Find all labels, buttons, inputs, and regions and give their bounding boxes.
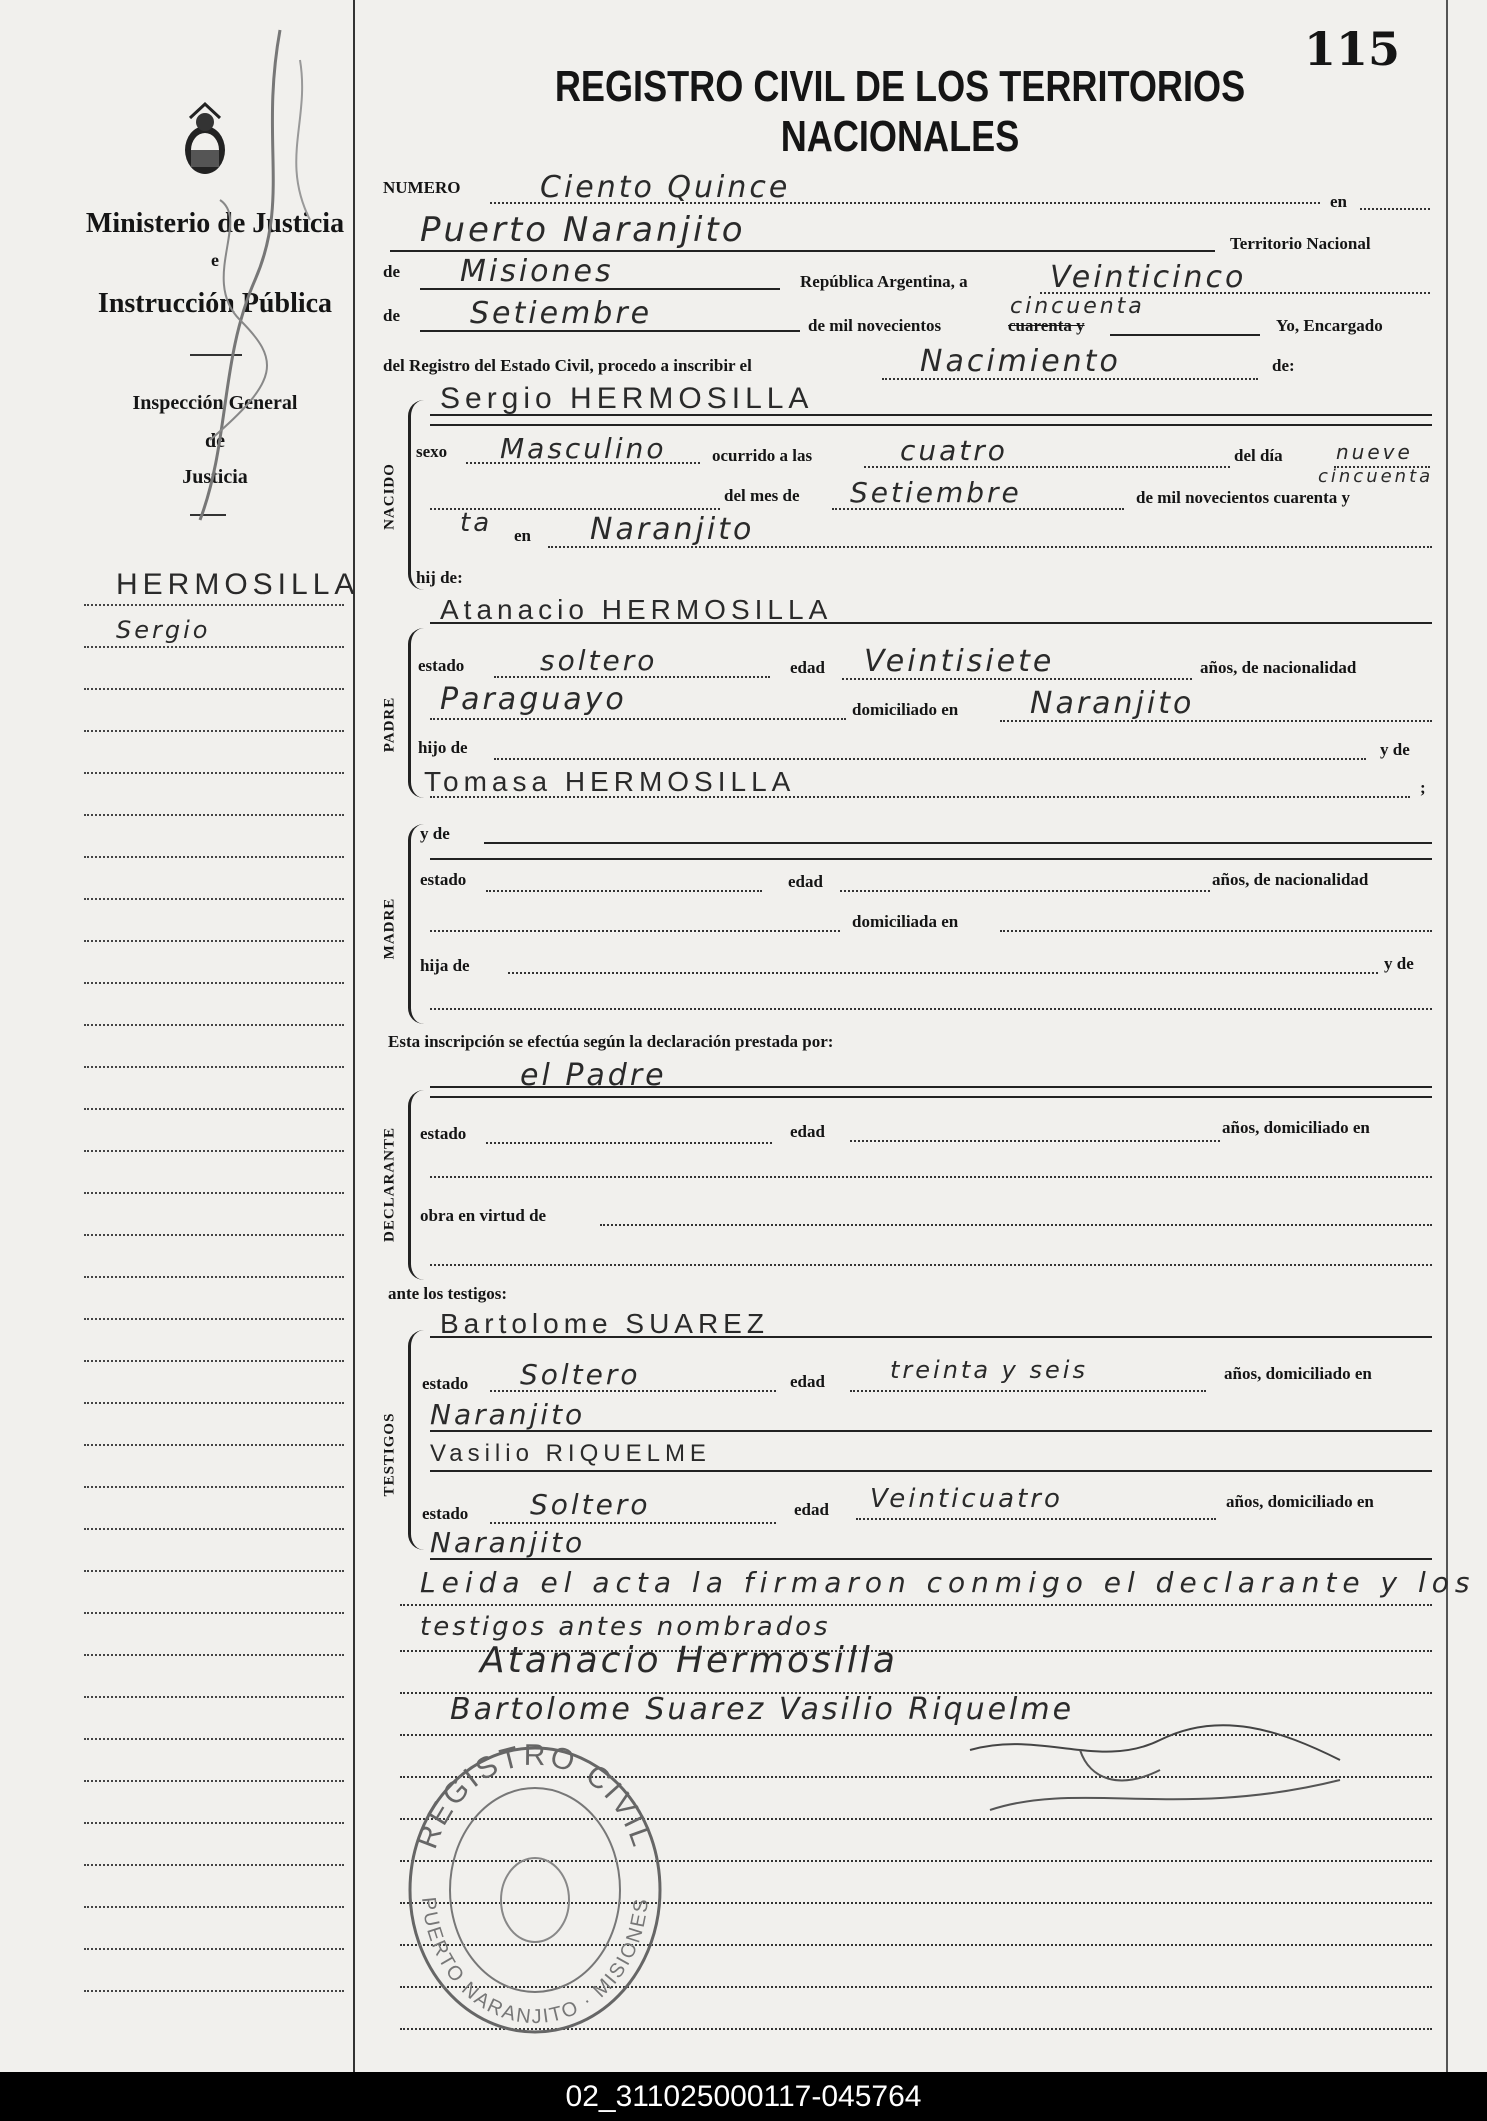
hw-anio: cincuenta [1010,294,1145,319]
official-signature [960,1720,1360,1830]
hw-t2-dom: Naranjito [430,1526,586,1559]
label-de-2: de [383,306,400,325]
hw-t2-edad: Veinticuatro [870,1484,1063,1514]
declarante-brace [408,1090,425,1280]
left-given-name: Sergio [116,616,211,644]
label-ante-testigos: ante los testigos: [388,1284,507,1303]
hw-anio-nac: cincuenta [1318,466,1434,487]
hw-nombre: Sergio HERMOSILLA [440,382,814,415]
label-de-mil-cuarenta: de mil novecientos cuarenta y [1136,488,1351,507]
label-anos-dom-t1: años, domiciliado en [1224,1364,1372,1383]
hw-padre-madre: Tomasa HERMOSILLA [424,766,796,797]
page-title: REGISTRO CIVIL DE LOS TERRITORIOS NACIONALES [554,62,1246,161]
label-semicolon: ; [1420,778,1426,797]
label-del-registro: del Registro del Estado Civil, procedo a inscribir el [383,356,752,375]
hw-firma-2: Bartolome Suarez Vasilio Riquelme [450,1692,1075,1727]
label-edad-t2: edad [794,1500,829,1519]
footer-id-bar: 02_311025000117-045764 [0,2072,1487,2121]
right-border-line [1446,0,1448,2072]
hw-testigo2: Vasilio RIQUELME [430,1440,711,1467]
ministry-line-2: Instrucción Pública [97,288,333,319]
page-number: 115 [1303,22,1400,76]
hw-padre-nac: Paraguayo [440,682,627,717]
label-cuarenta-y: cuarenta y [1008,316,1085,335]
label-estado-madre: estado [420,870,467,889]
hw-declarante: el Padre [520,1058,667,1093]
label-obra-virtud: obra en virtud de [420,1206,547,1225]
hw-acto: Nacimiento [920,344,1121,379]
label-estado-padre: estado [418,656,465,675]
registry-stamp [400,1740,670,2040]
hw-lugar-nac: Naranjito [590,512,755,547]
hw-padre-dom: Naranjito [1030,686,1195,721]
hw-cierre-2: testigos antes nombrados [420,1612,831,1642]
section-declarante: DECLARANTE [381,1127,398,1243]
hw-firma-1: Atanacio Hermosilla [480,1640,898,1681]
svg-text:REGISTRO CIVIL [410,1740,659,1853]
label-dom-madre: domiciliada en [852,912,959,931]
label-dom-padre: domiciliado en [852,700,959,719]
label-y-de-madre-2: y de [1384,954,1414,973]
inspection-line-3: Justicia [182,466,248,488]
hw-sexo: Masculino [500,432,667,465]
hw-lugar: Puerto Naranjito [420,210,746,250]
hw-padre-nombre: Atanacio HERMOSILLA [440,594,833,625]
label-edad-madre: edad [788,872,823,891]
label-y-de-madre: y de [420,824,450,843]
hw-t1-edad: treinta y seis [890,1356,1088,1384]
left-surname: HERMOSILLA [116,568,360,601]
hw-t1-estado: Soltero [520,1358,641,1391]
section-nacido: NACIDO [381,463,398,530]
label-numero: NUMERO [383,178,461,197]
label-del-dia: del día [1234,446,1283,465]
stamp-bottom-text: PUERTO NARANJITO · MISIONES [417,1896,653,2029]
label-republica: República Argentina, a [800,272,968,291]
label-hijo-de-padre: hijo de [418,738,468,757]
hw-provincia: Misiones [460,254,614,289]
inspection-de: de [205,430,225,452]
label-sexo: sexo [416,442,448,461]
label-anos-dom-t2: años, domiciliado en [1226,1492,1374,1511]
section-madre: MADRE [381,897,398,960]
label-declaracion: Esta inscripción se efectúa según la declaración prestada por: [388,1032,834,1051]
label-en: en [1330,192,1347,211]
label-yo-encargado: Yo, Encargado [1276,316,1383,335]
label-anos-nac-padre: años, de nacionalidad [1200,658,1357,677]
hw-dia: Veinticinco [1050,260,1247,295]
inspection-line-1: Inspección General [132,392,298,414]
madre-brace [408,824,425,1024]
nacido-brace [408,400,425,590]
hw-mes-nac: Setiembre [850,476,1022,509]
label-estado-declarante: estado [420,1124,467,1143]
label-estado-t2: estado [422,1504,469,1523]
label-de-1: de [383,262,400,281]
hw-numero: Ciento Quince [540,170,791,205]
label-edad-t1: edad [790,1372,825,1391]
margin-signature-scrawl [160,20,330,540]
label-estado-t1: estado [422,1374,469,1393]
hw-cierre-1: Leida el acta la firmaron conmigo el declarante y los [420,1566,1476,1599]
hw-padre-estado: soltero [540,644,658,677]
section-padre: PADRE [381,696,398,753]
hw-t1-dom: Naranjito [430,1398,586,1431]
left-margin-column [0,0,360,2072]
padre-brace [408,628,425,798]
section-testigos: TESTIGOS [381,1412,398,1497]
label-de-colon: de: [1272,356,1295,375]
label-y-de-padre: y de [1380,740,1410,759]
hw-testigo1: Bartolome SUAREZ [440,1308,769,1339]
hw-padre-edad: Veintisiete [864,644,1055,679]
label-edad-declarante: edad [790,1122,825,1141]
hw-anio-suffix: ta [460,508,493,538]
label-hija-de: hija de [420,956,470,975]
label-del-mes: del mes de [724,486,800,505]
vertical-margin-line [353,0,355,2072]
label-de-mil: de mil novecientos [808,316,942,335]
label-anos-dom-declarante: años, domiciliado en [1222,1118,1370,1137]
hw-dia-nac: nueve [1336,440,1413,464]
label-territorio: Territorio Nacional [1230,234,1371,253]
hw-t2-estado: Soltero [530,1488,651,1521]
label-ocurrido: ocurrido a las [712,446,813,465]
hw-mes: Setiembre [470,296,653,331]
label-en-nac: en [514,526,531,545]
label-edad-padre: edad [790,658,825,677]
stamp-top-text: REGISTRO CIVIL [410,1740,660,1853]
label-hijo-de: hij de: [416,568,463,587]
ministry-line-1: Ministerio de Justicia [85,208,345,239]
label-anos-nac-madre: años, de nacionalidad [1212,870,1369,889]
ministry-e: e [211,250,219,270]
hw-hora: cuatro [900,434,1008,467]
